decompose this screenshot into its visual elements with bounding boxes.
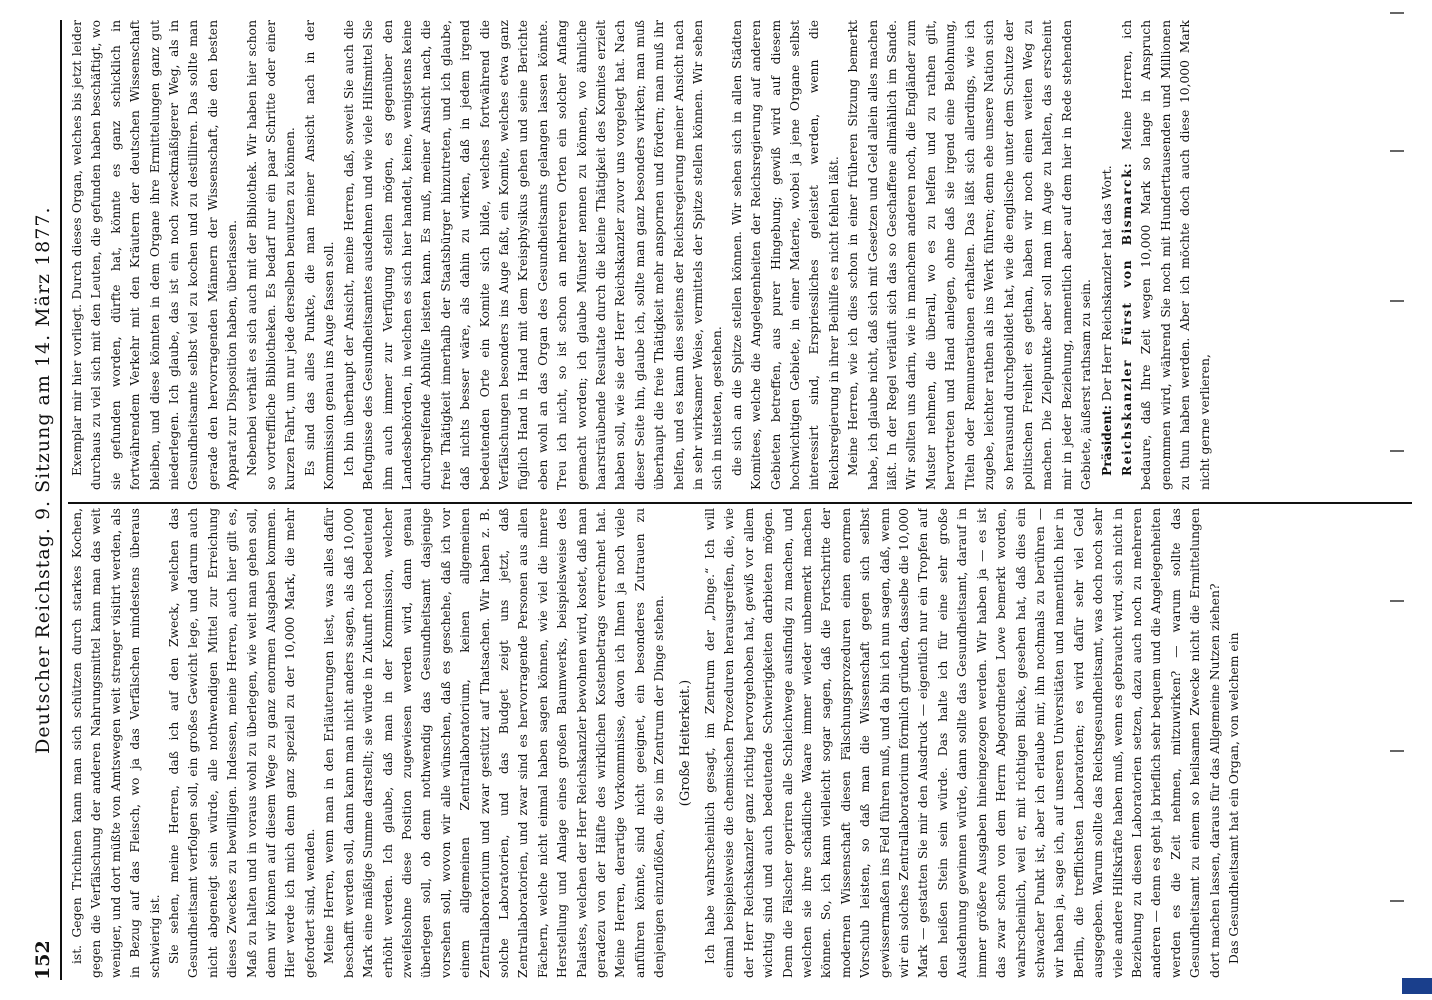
paragraph: Ich habe wahrscheinlich gesagt, im Zentrum der „Dinge.“ Ich will einmal beispielsweise die chemischen Prozeduren herausgreifen, die, wie der Herr Reichskanzler ganz richtig hervorgehoben hat, gewiß vor allem wichtig sind und auch bedeutende Schwierigkeiten darbieten mögen. Denn die Fälscher operiren alle Schleichwege ausfindig zu machen, und welchen sie ihre schädliche Waare immer wieder unbemerkt machen können. So, ich kann vielleicht sogar sagen, daß die Fortschritte der modernen Wissenschaft diesen Fälschungsprozeduren einen enormen Vorschub leisten, so daß man die Wissenschaft gegen sich selbst gewissermaßen ins Feld führen muß, und da bin ich nun sagen, daß, wenn wir ein solches Zentrallaboratorium förmlich gründen, dasselbe die 10,000 Mark — gestatten Sie mir den Ausdruck — eigentlich nur ein Tropfen auf den heißen Stein sein würde. Das halte ich für eine sehr große Ausdehnung gewinnen würde, dann sollte das Gesundheitsamt, darauf in immer größere Ausgaben hineingezogen werden. Wir haben ja — es ist das zwar schon von dem Herrn Abgeordneten Lowe bemerkt worden, wahrscheinlich, weil er, mit richtigen Blicke, gesehen hat, daß dies ein schwacher Punkt ist, aber ich erlaube mir, ihn nochmals zu berühren — wir haben ja, sage ich, auf unseren Universitäten und namentlich hier in Berlin, die trefflichsten Laboratorien; es wird dafür sehr viel Geld ausgegeben. Warum sollte das Reichsgesundheitsamt, was doch noch sehr viele andere Hilfskräfte haben muß, wenn es gebraucht wird, sich nicht in Beziehung zu diesen Laboratorien setzen, dazu auch noch zu mehreren anderen — denn es geht ja brieflich sehr bequem und die Angelegenheiten werden es die Zeit nehmen, mitzuwirken? — warum sollte das Gesundheitsamt zu einem so heilsamen Zwecke nicht die Ermittelungen dort machen lassen, daraus für das Allgemeine Nutzen ziehen? — [703, 508, 1222, 978]
remark-text: Der Herr Reichskanzler hat das Wort. — [1099, 165, 1114, 402]
page-number: 152 — [32, 940, 54, 980]
left-column — [68, 508, 1406, 978]
paragraph: Sie sehen, meine Herren, daß ich auf den Zweck, welchen das Gesundheitsamt verfolgen soll, ein großes Gewicht lege, und darum auch nicht abgeneigt sein würde, alle nothwendigen Mittel zur Erreichung dieses Zweckes zu bewilligen. Indessen, meine Herren, auch hier gilt es, Maß zu halten und in voraus wohl zu überlegen, wie weit man gehen soll, denn wir können auf diesem Wege zu ganz enormen Ausgaben kommen. Hier werde ich mich denn ganz speziell zu der 10,000 Mark, die mehr gefordert sind, wenden. — [167, 508, 317, 978]
paragraph: die sich an die Spitze stellen können. Wir sehen sich in allen Städten Komitees, welche die Angelegenheiten der Reichsregierung auf anderen Gebieten betreffen, aus purer Hingebung; gewiß wird auf diesem hochwichtigen Gebiete, in einer Materie, wobei ja jene Organe selbst interessirt sind, Erspriessliches geleistet werden, wenn die Reichsregierung in ihrer Beihilfe es nicht fehlen läßt. — [729, 20, 841, 490]
column-divider — [68, 502, 1412, 504]
speaker-label: Reichskanzler Fürst von Bismarck: — [1118, 161, 1134, 476]
speech-text: Meine Herren, ich bedaure, daß Ihre Zeit wegen 10,000 Mark so lange in Anspruch genommen wird, während Sie noch mit Hunderttausenden und Millionen zu thun haben werden. Aber ich möchte doch auch diese 10,000 Mark nicht gerne verlieren, — [1119, 20, 1212, 490]
stage-direction: (Große Heiterkeit.) — [677, 679, 693, 807]
rotated-sheet — [16, 0, 1416, 1000]
paragraph: ist. Gegen Trichinen kann man sich schützen durch starkes Kochen, gegen die Verfälschung der anderen Nahrungsmittel kann man das weit weniger, und dort müßte von Amtswegen weit strenger visitirt werden, als in Bezug auf das Fleisch, wo ja das Verfälschen mindestens überaus schwierig ist. — [70, 508, 162, 978]
paragraph: Ich bin überhaupt der Ansicht, meine Herren, daß, soweit Sie auch die Befugnisse des Gesundheitsamtes ausdehnen und wie viele Hilfsmittel Sie ihm auch immer zur Verfügung stellen mögen, es gegenüber den Landesbehörden, in welchen es sich hier handelt, keine, wenigstens keine durchgreifende Abhülfe leisten kann. Es muß, meiner Ansicht nach, die freie Thätigkeit innerhalb der Staatsbürger hinzutreten, und ich glaube, daß nichts besser wäre, als dahin zu wirken, daß in jedem irgend bedeutenden Orte ein Komite sich bilde, welches fortwährend die Verfälschungen besonders ins Auge faßt, ein Komite, welches etwa ganz füglich Hand in Hand mit dem Kreisphysikus gehen und seine Berichte eben wohl an das Organ des Gesundheitsamts gelangen lassen könnte. Treu ich nicht, so ist schon an mehreren Orten ein solcher Anfang gemacht worden; ich glaube Münster nennen zu können, wo ähnliche haarsträubende Resultate durch die kleine Thätigkeit des Komites erzielt haben soll, wie sie der Herr Reichskanzler zuvor uns vorgelegt hat. Nach dieser Seite hin, glaube ich, sollte man ganz besonders wirken; man muß überhaupt die freie Thätigkeit mehr anspornen und fördern; man muß ihr helfen, und es kann dies seitens der Reichsregierung meiner Ansicht nach in sehr wirksamer Weise, vermittels der Spitze stellen können. Wir sehen sich in nisteten, gestehen. — [341, 20, 725, 490]
digitization-credit — [1408, 0, 1430, 1000]
paragraph: Meine Herren, wie ich dies schon in einer früheren Sitzung bemerkt habe, ich glaube nicht, daß sich mit Gesetzen und Geld allein alles machen läßt. In der Regel verläuft sich das so Geschaffene allmählich im Sande. Wir sollten uns darin, wie in manchem anderen noch, die Engländer zum Muster nehmen, die überall, wo es zu helfen und zu rathen gilt, hervortreten und Hand anlegen, ohne daß sie irgend eine Belohnung, Titeln oder Remunerationen erhalten. Das läßt sich allerdings, wie ich zugebe, leichter rathen als ins Werk führen; denn ehe unsere Nation sich so herausund durchgebildet hat, wie die englische unter dem Schutze der politischen Freiheit es gethan, haben wir noch einen weiten Weg zu machen. Die Zielpunkte aber soll man im Auge zu halten, das erscheint mir in jeder Beziehung, namentlich aber auf dem hier in Rede stehenden Gebiete, äußerst rathsam zu sein. — [846, 20, 1094, 490]
paragraph: Es sind das alles Punkte, die man meiner Ansicht nach in der Kommission genau ins Auge fassen soll. — [302, 20, 337, 490]
right-column — [68, 20, 1406, 490]
speaker-label: Präsident: — [1098, 405, 1114, 476]
page-title: Deutscher Reichstag. 9. Sitzung am 14. März 1877. — [32, 206, 54, 754]
paragraph: Meine Herren, wenn man in den Erläuterungen liest, was alles dafür beschafft werden soll, dann kann man nicht anders sagen, als daß 10,000 Mark eine mäßige Summe darstellt; sie würde in Zukunft noch bedeutend erhöht werden. Ich glaube, daß man in der Kommission, welcher zweifelsohne diese Position zugewiesen werden wird, dann genau überlegen soll, ob denn nothwendig das Gesundheitsamt dasjenige vorsehen soll, wovon wir alle wünschen, daß es geschehe, daß ich vor einem allgemeinen Zentrallaboratorium, keinen allgemeinen Zentrallaboratorium und zwar gestützt auf Thatsachen. Wir haben z. B. solche Laboratorien, und das Budget zeigt uns jetzt, daß Zentrallaboratorien, und zwar sind es hervorragende Personen aus allen Fächern, welche nicht einmal haben sagen können, wie viel die innere Herstellung und Anlage eines großen Baumwerks, beispielsweise des Palastes, welchen der Herr Reichskanzler bewohnen wird, kostet, daß man geradezu von der Hälfte des wirklichen Kostenbetrags verrechnet hat. Meine Herren, derartige Vorkommnisse, davon ich Ihnen ja noch viele anführen könnte, sind nicht geeignet, ein besonderes Zutrauen zu denjenigen einzuflößen, die so im Zentrum der Dinge stehen. — [322, 508, 667, 978]
page-header — [24, 20, 54, 980]
header-rule — [60, 20, 62, 980]
dfg-logo — [1402, 978, 1432, 994]
paragraph: Nebenbei verhält es sich auch mit der Bibliothek. Wir haben hier schon so vortreffliche Bibliotheken. Es bedarf nur ein paar Schritte oder einer kurzen Fahrt, um nur jede derselben benutzen zu können. — [244, 20, 298, 490]
scan-edge-marks — [1390, 0, 1406, 1000]
president-remark — [1097, 20, 1117, 490]
paragraph: Das Gesundheitsamt hat ein Organ, von welchem ein — [1226, 632, 1241, 964]
chancellor-speech — [1117, 20, 1215, 490]
paragraph: Exemplar mir hier vorliegt. Durch dieses Organ, welches bis jetzt leider durchaus zu viel sich mit den Leuten, die gefunden haben beschäftigt, wo sie gefunden worden, dürfte hat, könnte es ganz schicklich in fortwährendem Verkehr mit den Kräutern der deutschen Wissenschaft bleiben, und diese könnten in dem Organe ihre Ermittelungen ganz gut niederlegen. Ich glaube, das ist ein noch zweckmäßigerer Weg, als in Gesundheitsamte selbst viel zu kochen und zu destilliren. Das sollte man gerade den hervorragenden Männern der Wissenschaft, die den besten Apparat zur Disposition haben, überlassen. — [70, 20, 240, 490]
